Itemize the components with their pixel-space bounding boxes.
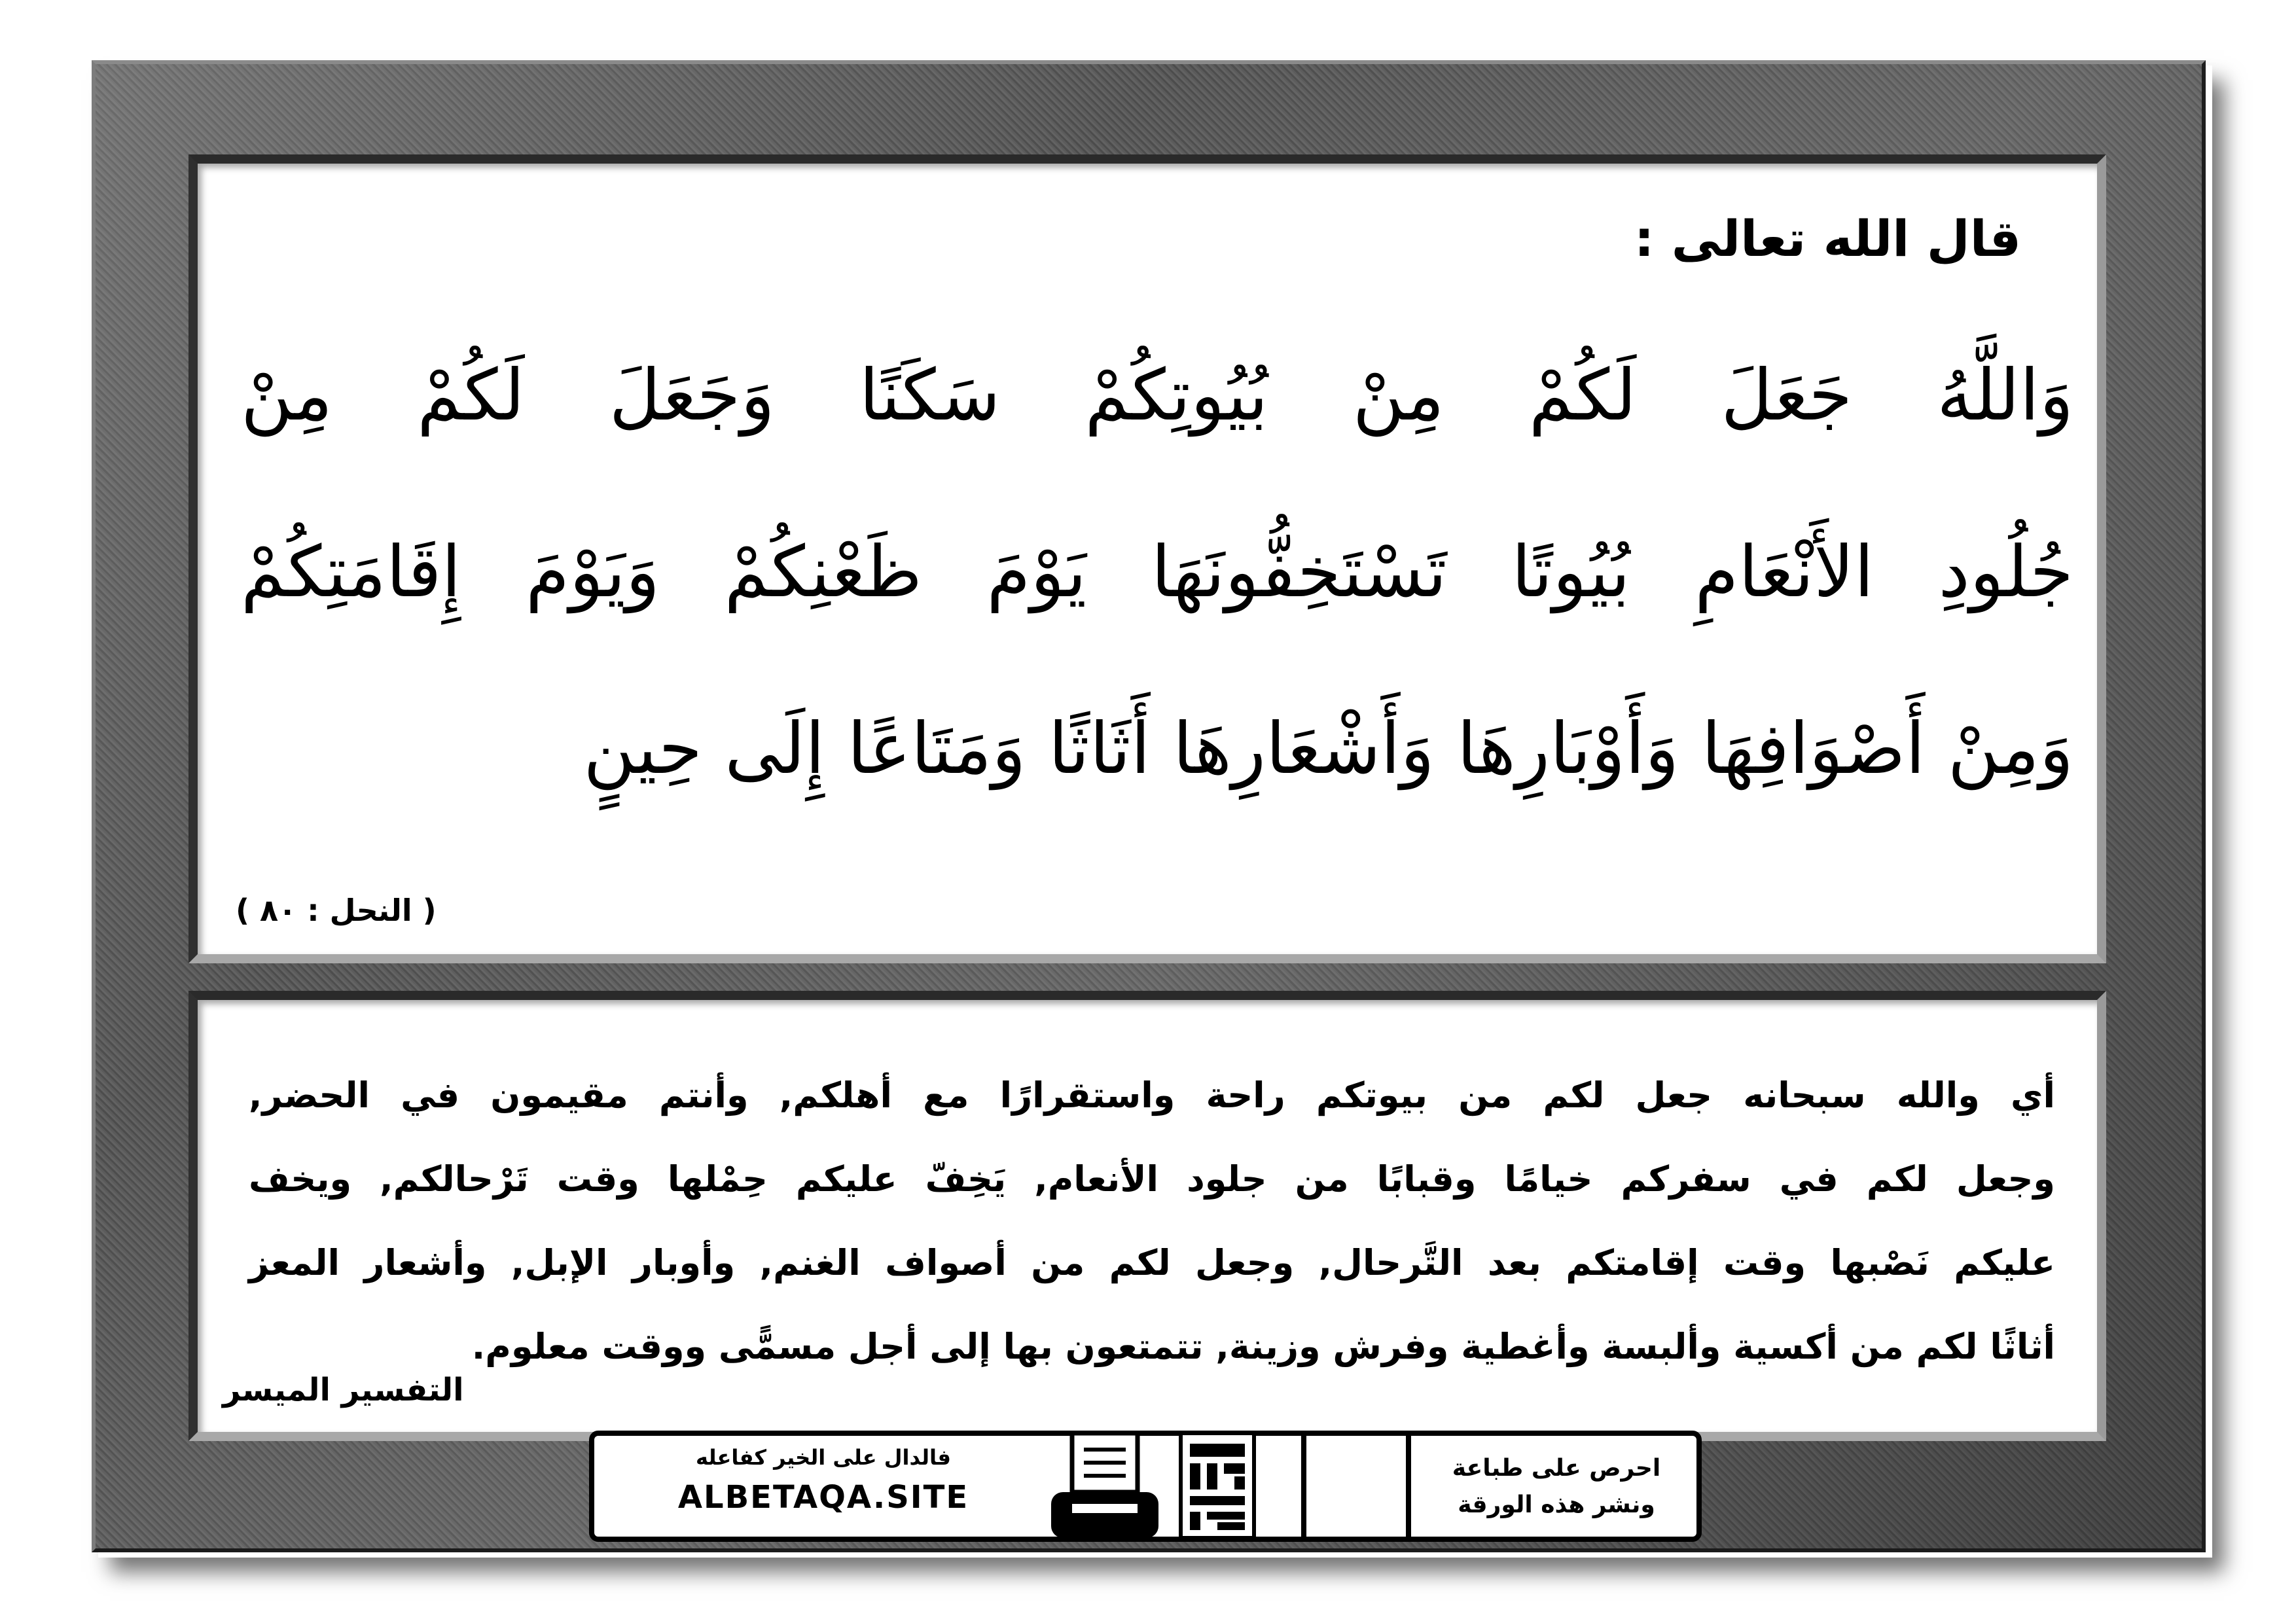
tafsir-line: وجعل لكم في سفركم خيامًا وقبابًا من جلود الأنعام, يَخِفّ عليكم حِمْلها وقت تَرْحالكم, ويخف: [249, 1158, 2055, 1200]
verse-reference: ( النحل : ٨٠ ): [236, 893, 437, 928]
quran-verse: [241, 308, 2073, 838]
tafsir-source: التفسير الميسر: [223, 1372, 464, 1408]
tafsir-text: [249, 1054, 2055, 1389]
tafsir-line: عليكم نَصْبها وقت إقامتكم بعد التَّرحال, وجعل لكم من أصواف الغنم, وأوبار الإبل, وأشعار المعز: [249, 1242, 2055, 1283]
footer-divider: [1301, 1436, 1306, 1537]
printer-icon: [1046, 1427, 1164, 1551]
footer-bar: [589, 1431, 1702, 1542]
tafsir-line: أثاثًا لكم من أكسية وألبسة وأغطية وفرش وزينة, تتمتعون بها إلى أجل مسمًّى ووقت معلوم.: [471, 1326, 2055, 1367]
verse-line: جُلُودِ الأَنْعَامِ بُيُوتًا تَسْتَخِفُّونَهَا يَوْمَ ظَعْنِكُمْ وَيَوْمَ إِقَامَتِكُمْ: [241, 531, 2073, 613]
heading: قال الله تعالى :: [1634, 209, 2021, 268]
logo-mark: [1172, 1421, 1263, 1552]
footer-call-to-action: [1426, 1450, 1687, 1524]
verse-line: وَمِنْ أَصْوَافِهَا وَأَوْبَارِهَا وَأَشْعَارِهَا أَثَاثًا وَمَتَاعًا إِلَى حِينٍ: [583, 708, 2073, 790]
tafsir-line: أي والله سبحانه جعل لكم من بيوتكم راحة واستقرارًا مع أهلكم, وأنتم مقيمون في الحضر,: [249, 1075, 2055, 1116]
verse-line: وَاللَّهُ جَعَلَ لَكُمْ مِنْ بُيُوتِكُمْ سَكَنًا وَجَعَلَ لَكُمْ مِنْ: [241, 355, 2073, 437]
footer-motto: فالدال على الخير كفاعله: [696, 1445, 951, 1470]
footer-cta-line: احرص على طباعة: [1452, 1455, 1661, 1482]
site-link[interactable]: ALBETAQA.SITE: [677, 1479, 969, 1516]
footer-cta-line: ونشر هذه الورقة: [1458, 1491, 1655, 1518]
footer-divider: [1406, 1436, 1411, 1537]
footer-site-block: [614, 1445, 1033, 1516]
